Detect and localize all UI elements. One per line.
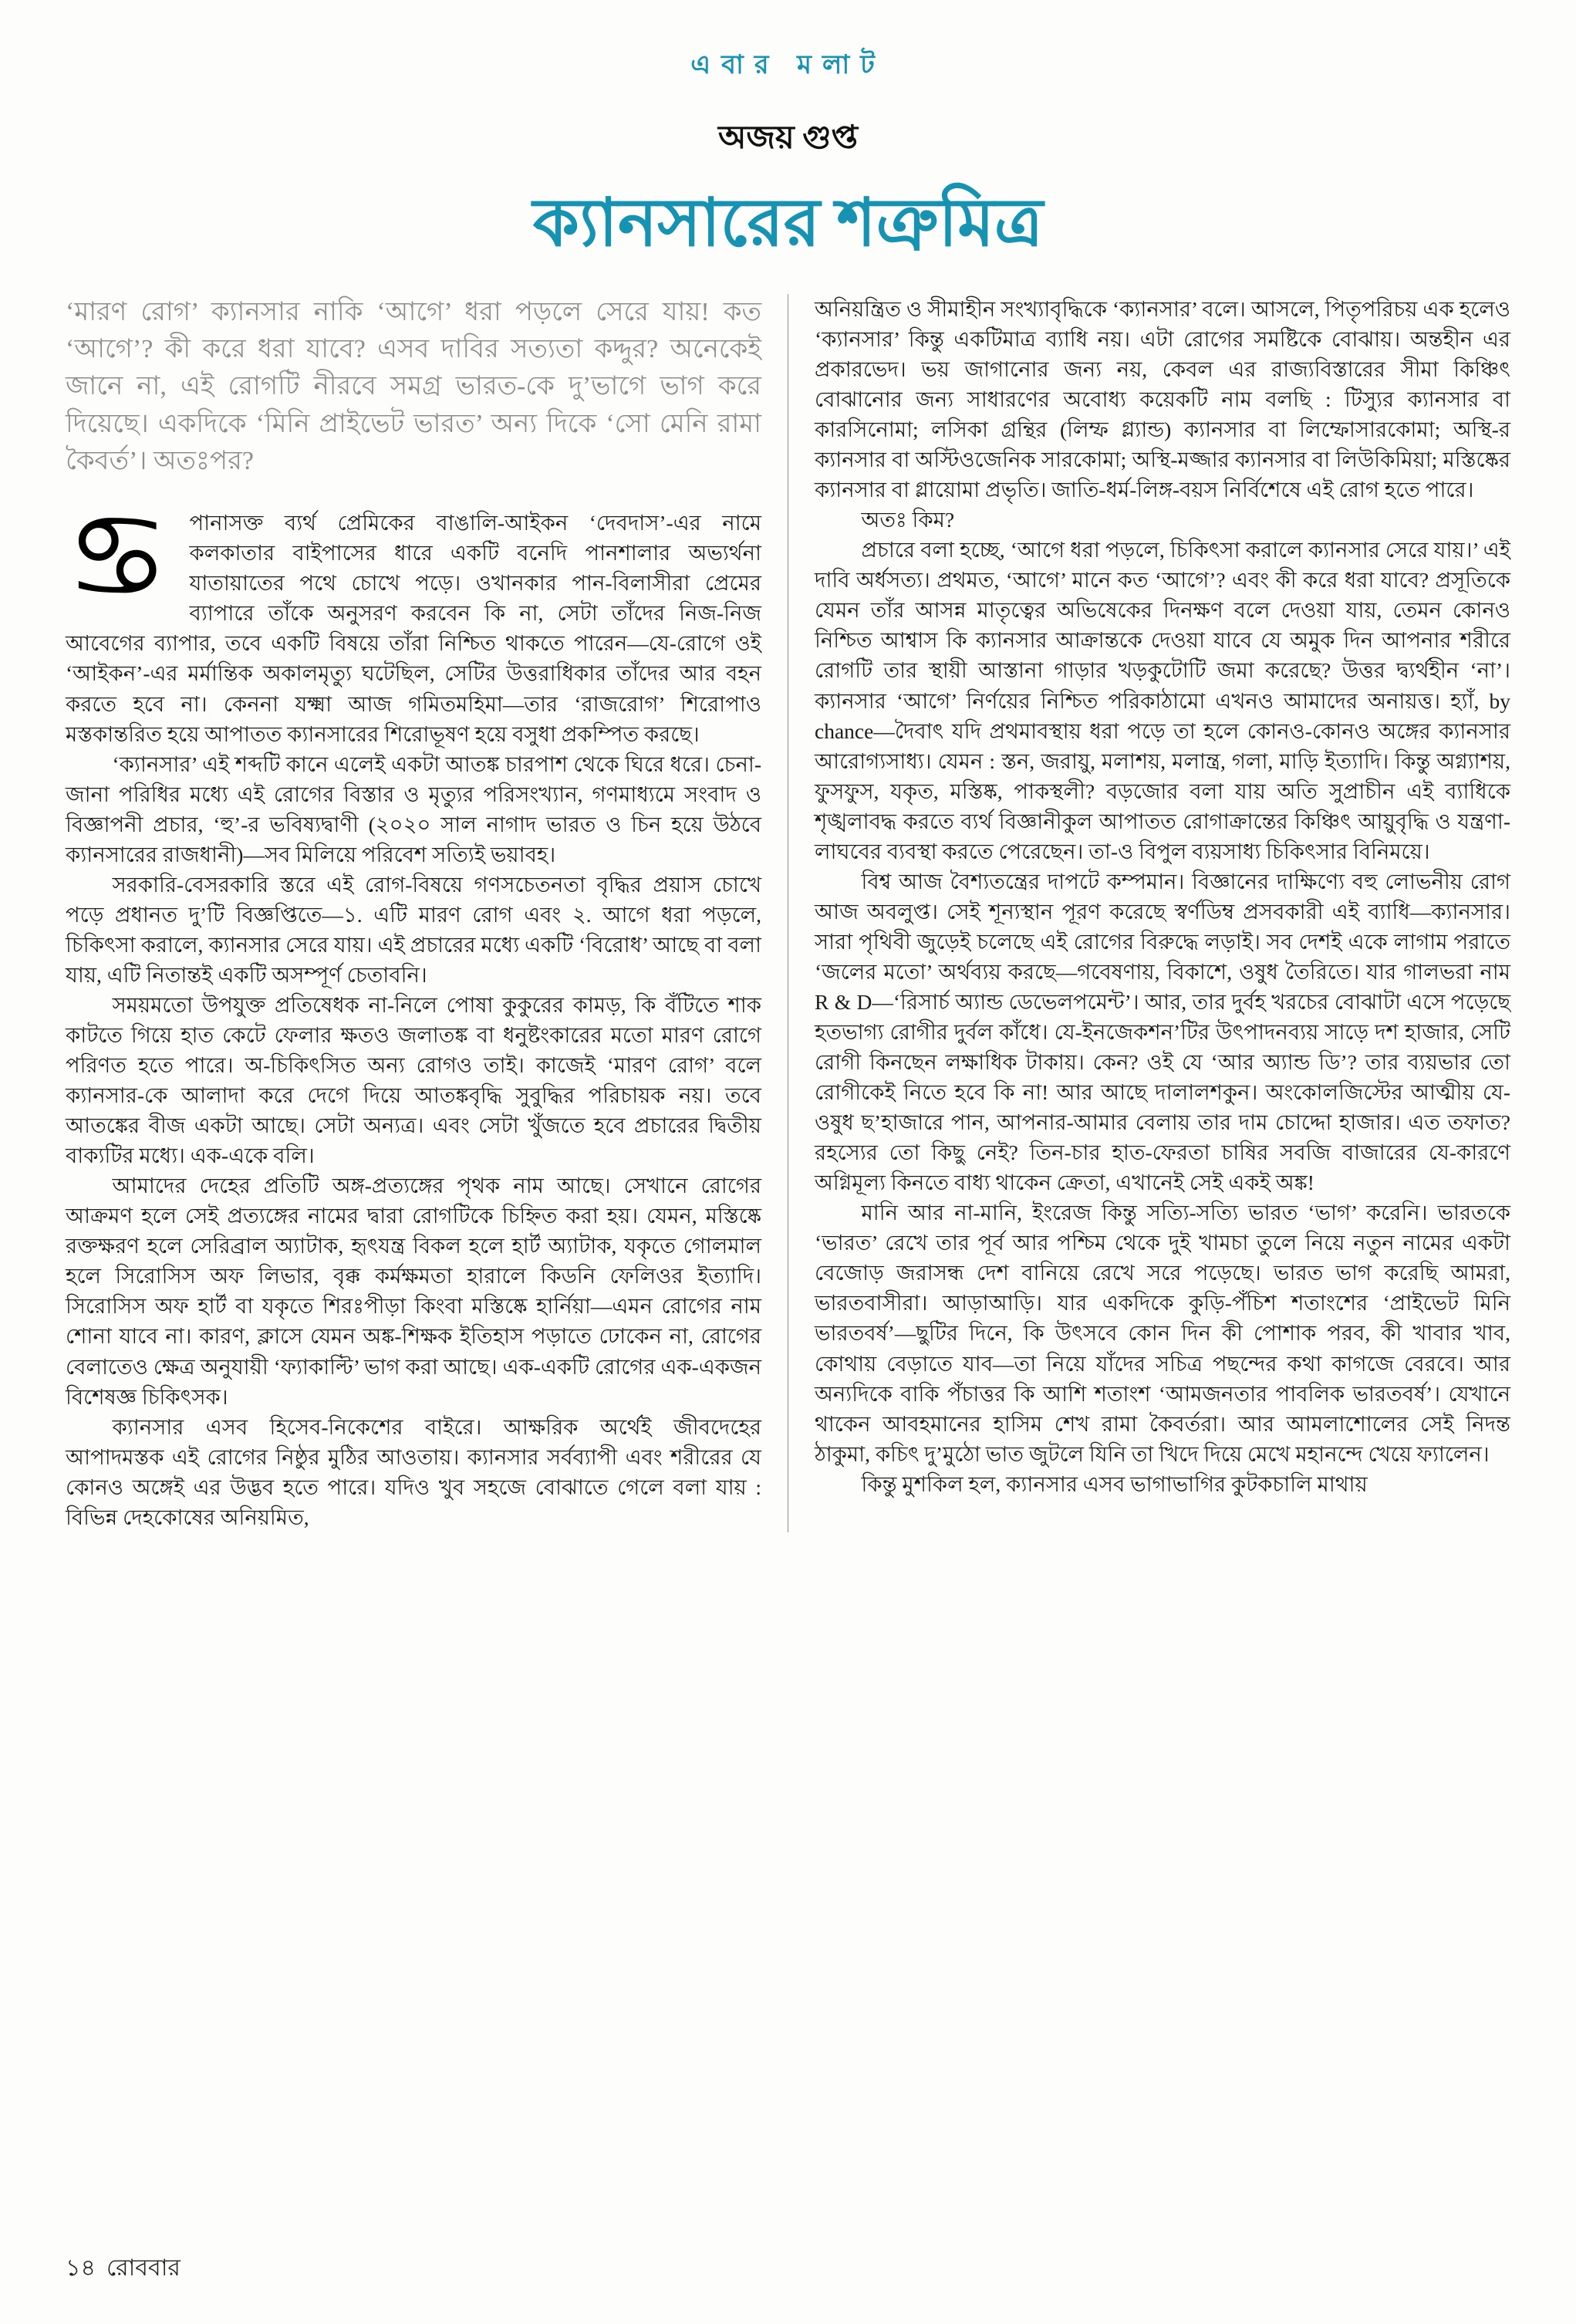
lede-paragraph: ‘মারণ রোগ’ ক্যানসার নাকি ‘আগে’ ধরা পড়লে সেরে যায়! কত ‘আগে’? কী করে ধরা যাবে? এসব দাবির সত্যতা কদ্দুর? অনেকেই জানে না, এই রোগটি নীরবে সমগ্র ভারত-কে দু’ভাগে ভাগ করে দিয়েছে। একদিকে ‘মিনি প্রাইভেট ভারত’ অন্য দিকে ‘সো মেনি রামা কৈবর্ত’। অতঃপর?: [66, 297, 761, 475]
author-name: অজয় গুপ্ত: [718, 120, 858, 156]
left-column: [66, 294, 788, 1532]
body-paragraph: আমাদের দেহের প্রতিটি অঙ্গ-প্রত্যঙ্গের পৃথক নাম আছে। সেখানে রোগের আক্রমণ হলে সেই প্রত্যঙ্গের নামের দ্বারা রোগটিকে চিহ্নিত করা হয়। যেমন, মস্তিষ্কে রক্তক্ষরণ হলে সেরিব্রাল অ্যাটাক, হৃৎযন্ত্র বিকল হলে হার্ট অ্যাটাক, যকৃতে গোলমাল হলে সিরোসিস অফ লিভার, বৃক্ক কর্মক্ষমতা হারালে কিডনি ফেলিওর ইত্যাদি। সিরোসিস অফ হার্ট বা যকৃতে শিরঃপীড়া কিংবা মস্তিষ্কে হার্নিয়া—এমন রোগের নাম শোনা যাবে না। কারণ, ক্লাসে যেমন অঙ্ক-শিক্ষক ইতিহাস পড়াতে ঢোকেন না, রোগের বেলাতেও ক্ষেত্র অনুযায়ী ‘ফ্যাকাল্টি’ ভাগ করা আছে। এক-একটি রোগের এক-একজন বিশেষজ্ঞ চিকিৎসক।: [66, 1174, 761, 1409]
body-paragraph: প্রচারে বলা হচ্ছে, ‘আগে ধরা পড়লে, চিকিৎসা করালে ক্যানসার সেরে যায়।’ এই দাবি অর্ধসত্য। প্রথমত, ‘আগে’ মানে কত ‘আগে’? এবং কী করে ধরা যাবে? প্রসূতিকে যেমন তাঁর আসন্ন মাতৃত্বের অভিষেকের দিনক্ষণ বলে দেওয়া যায়, তেমন কোনও নিশ্চিত আশ্বাস কি ক্যানসার আক্রান্তকে দেওয়া যাবে যে অমুক দিন আপনার শরীরে রোগটি তার স্থায়ী আস্তানা গাড়ার খড়কুটোটি জমা করেছে? উত্তর দ্ব্যর্থহীন ‘না’। ক্যানসার ‘আগে’ নির্ণয়ের নিশ্চিত পরিকাঠামো এখনও আমাদের অনায়ত্ত। হ্যাঁ, by chance—দৈবাৎ যদি প্রথমাবস্থায় ধরা পড়ে তা হলে কোনও-কোনও অঙ্গের ক্যানসার আরোগ্যসাধ্য। যেমন : স্তন, জরায়ু, মলাশয়, মলান্ত্র, গলা, মাড়ি ইত্যাদি। কিন্তু অগ্ন্যাশয়, ফুসফুস, যকৃত, মস্তিষ্ক, পাকস্থলী? বড়জোর বলা যায় অতি সুপ্রাচীন এই ব্যাধিকে শৃঙ্খলাবদ্ধ করতে ব্যর্থ বিজ্ঞানীকুল আপাতত রোগাক্রান্তের কিঞ্চিৎ আয়ুবৃদ্ধি ও যন্ত্রণা-লাঘবের ব্যবস্থা করতে পেরেছেন। তা-ও বিপুল ব্যয়সাধ্য চিকিৎসার বিনিময়ে।: [815, 538, 1510, 863]
article-columns: [0, 262, 1576, 1532]
body-paragraph: বিশ্ব আজ বৈশ্যতন্ত্রের দাপটে কম্পমান। বিজ্ঞানের দাক্ষিণ্যে বহু লোভনীয় রোগ আজ অবলুপ্ত। সেই শূন্যস্থান পূরণ করেছে স্বর্ণডিম্ব প্রসবকারী এই ব্যাধি—ক্যানসার। সারা পৃথিবী জুড়েই চলেছে এই রোগের বিরুদ্ধে লড়াই। সব দেশই একে লাগাম পরাতে ‘জলের মতো’ অর্থব্যয় করছে—গবেষণায়, বিকাশে, ওষুধ তৈরিতে। যার গালভরা নাম R & D—‘রিসার্চ অ্যান্ড ডেভেলপমেন্ট’। আর, তার দুর্বহ খরচের বোঝাটা এসে পড়েছে হতভাগ্য রোগীর দুর্বল কাঁধে। যে-ইনজেকশন’টির উৎপাদনব্যয় সাড়ে দশ হাজার, সেটি রোগী কিনছেন লক্ষাধিক টাকায়। কেন? ওই যে ‘আর অ্যান্ড ডি’? তার ব্যয়ভার তো রোগীকেই নিতে হবে কি না! আর আছে দালালশকুন। অংকোলজিস্টের আত্মীয় যে-ওষুধ ছ’হাজারে পান, আপনার-আমার বেলায় তার দাম চোদ্দো হাজার। এত তফাত? রহস্যের তো কিছু নেই? তিন-চার হাত-ফেরতা চাষির সবজি বাজারের যে-কারণে অগ্নিমূল্য কিনতে বাধ্য থাকেন ক্রেতা, এখানেই সেই একই অঙ্ক!: [815, 869, 1511, 1195]
body-paragraph-text: পানাসক্ত ব্যর্থ প্রেমিকের বাঙালি-আইকন ‘দেবদাস’-এর নামে কলকাতার বাইপাসের ধারে একটি বনেদি পানশালার অভ্যর্থনা যাতায়াতের পথে চোখে পড়ে। ওখানকার পান-বিলাসীরা প্রেমের ব্যাপারে তাঁকে অনুসরণ করবেন কি না, সেটা তাঁদের নিজ-নিজ আবেগের ব্যাপার, তবে একটি বিষয়ে তাঁরা নিশ্চিত থাকতে পারেন—যে-রোগে ওই ‘আইকন’-এর মর্মান্তিক অকালমৃত্যু ঘটেছিল, সেটির উত্তরাধিকার তাঁদের আর বহন করতে হবে না। কেননা যক্ষ্মা আজ গমিতমহিমা—তার ‘রাজরোগ’ শিরোপাও মস্তকান্তরিত হয়ে আপাতত ক্যানসারের শিরোভূষণ হয়ে বসুধা প্রকম্পিত করছে।: [66, 511, 761, 746]
right-column: [788, 294, 1510, 1532]
body-paragraph: ‘ক্যানসার’ এই শব্দটি কানে এলেই একটা আতঙ্ক চারপাশ থেকে ঘিরে ধরে। চেনা-জানা পরিধির মধ্যে এই রোগের বিস্তার ও মৃত্যুর পরিসংখ্যান, গণমাধ্যমে সংবাদ ও বিজ্ঞাপনী প্রচার, ‘হু’-র ভবিষ্যদ্বাণী (২০২০ সাল নাগাদ ভারত ও চিন হয়ে উঠবে ক্যানসারের রাজধানী)—সব মিলিয়ে পরিবেশ সত্যিই ভয়াবহ।: [66, 752, 761, 866]
body-paragraph: সময়মতো উপযুক্ত প্রতিষেধক না-নিলে পোষা কুকুরের কামড়, কি বঁটিতে শাক কাটতে গিয়ে হাত কেটে ফেলার ক্ষতও জলাতঙ্ক বা ধনুষ্টংকারের মতো মারণ রোগে পরিণত হতে পারে। অ-চিকিৎসিত অন্য রোগও তাই। কাজেই ‘মারণ রোগ’ বলে ক্যানসার-কে আলাদা করে দেগে দিয়ে আতঙ্কবৃদ্ধি সুবুদ্ধির পরিচায়ক নয়। তবে আতঙ্কের বীজ একটা আছে। সেটা অন্যত্র। এবং সেটা খুঁজতে হবে প্রচারের দ্বিতীয় বাক্যটির মধ্যে। এক-একে বলি।: [66, 992, 761, 1168]
body-paragraph: ক্যানসার এসব হিসেব-নিকেশের বাইরে। আক্ষরিক অর্থেই জীবদেহের আপাদমস্তক এই রোগের নিষ্ঠুর মুঠির আওতায়। ক্যানসার সর্বব্যাপী এবং শরীরের যে কোনও অঙ্গেই এর উদ্ভব হতে পারে। যদিও খুব সহজে বোঝাতে গেলে বলা যায় : বিভিন্ন দেহকোষের অনিয়মিত,: [66, 1414, 761, 1529]
body-paragraph: কিন্তু মুশকিল হল, ক্যানসার এসব ভাগাভাগির কুটকচালি মাথায়: [861, 1471, 1368, 1496]
body-paragraph: [66, 490, 761, 748]
body-paragraph: মানি আর না-মানি, ইংরেজ কিন্তু সত্যি-সত্যি ভারত ‘ভাগ’ করেনি। ভারতকে ‘ভারত’ রেখে তার পূর্ব আর পশ্চিম থেকে দুই খামচা তুলে নিয়ে নতুন নামের একটা বেজোড় জরাসন্ধ দেশ বানিয়ে রেখে সরে পড়েছে। ভারত ভাগ করেছি আমরা, ভারতবাসীরা। আড়াআড়ি। যার একদিকে কুড়ি-পঁচিশ শতাংশের ‘প্রাইভেট মিনি ভারতবর্ষ’—ছুটির দিনে, কি উৎসবে কোন দিন কী পোশাক পরব, কী খাবার খাব, কোথায় বেড়াতে যাব—তা নিয়ে যাঁদের সচিত্র পছন্দের কথা কাগজে বেরবে। আর অন্যদিকে বাকি পঁচাত্তর কি আশি শতাংশ ‘আমজনতার পাবলিক ভারতবর্ষ’। যেখানে থাকেন আবহমানের হাসিম শেখ রামা কৈবর্তরা। আর আমলাশোলের সেই নিদন্ত ঠাকুমা, কচিৎ দু’মুঠো ভাত জুটলে যিনি তা খিদে দিয়ে মেখে মহানন্দে খেয়ে ফ্যালেন।: [815, 1201, 1510, 1466]
body-paragraph: অনিয়ন্ত্রিত ও সীমাহীন সংখ্যাবৃদ্ধিকে ‘ক্যানসার’ বলে। আসলে, পিতৃপরিচয় এক হলেও ‘ক্যানসার’ কিন্তু একটিমাত্র ব্যাধি নয়। এটা রোগের সমষ্টিকে বোঝায়। অন্তহীন এর প্রকারভেদ। ভয় জাগানোর জন্য নয়, কেবল এর রাজ্যবিস্তারের সীমা কিঞ্চিৎ বোঝানোর জন্য সাধারণের অবোধ্য কয়েকটি নাম বলছি : টিস্যুর ক্যানসার বা কারসিনোমা; লসিকা গ্রন্থির (লিম্ফ গ্ল্যান্ড) ক্যানসার বা লিম্ফোসারকোমা; অস্থি-র ক্যানসার বা অস্টিওজেনিক সারকোমা; অস্থি-মজ্জার ক্যানসার বা লিউকিমিয়া; মস্তিষ্কের ক্যানসার বা গ্লায়োমা প্রভৃতি। জাতি-ধর্ম-লিঙ্গ-বয়স নির্বিশেষে এই রোগ হতে পারে।: [815, 296, 1510, 502]
page-footer: [66, 2249, 191, 2289]
body-paragraph: অতঃ কিম?: [861, 508, 955, 532]
page-number: ১৪: [66, 2255, 96, 2281]
section-label: এবার মলাট: [690, 51, 886, 79]
article-title: ক্যানসারের শত্রুমিত্র: [532, 186, 1044, 260]
publication-name: রোববার: [106, 2255, 181, 2281]
body-paragraph: সরকারি-বেসরকারি স্তরে এই রোগ-বিষয়ে গণসচেতনতা বৃদ্ধির প্রয়াস চোখে পড়ে প্রধানত দু’টি বিজ্ঞপ্তিতে—১. এটি মারণ রোগ এবং ২. আগে ধরা পড়লে, চিকিৎসা করালে, ক্যানসার সেরে যায়। এই প্রচারের মধ্যে একটি ‘বিরোধ’ আছে বা বলা যায়, এটি নিতান্তই একটি অসম্পূর্ণ চেতাবনি।: [66, 872, 761, 987]
cancer-zodiac-symbol-icon: ♋: [66, 490, 170, 625]
